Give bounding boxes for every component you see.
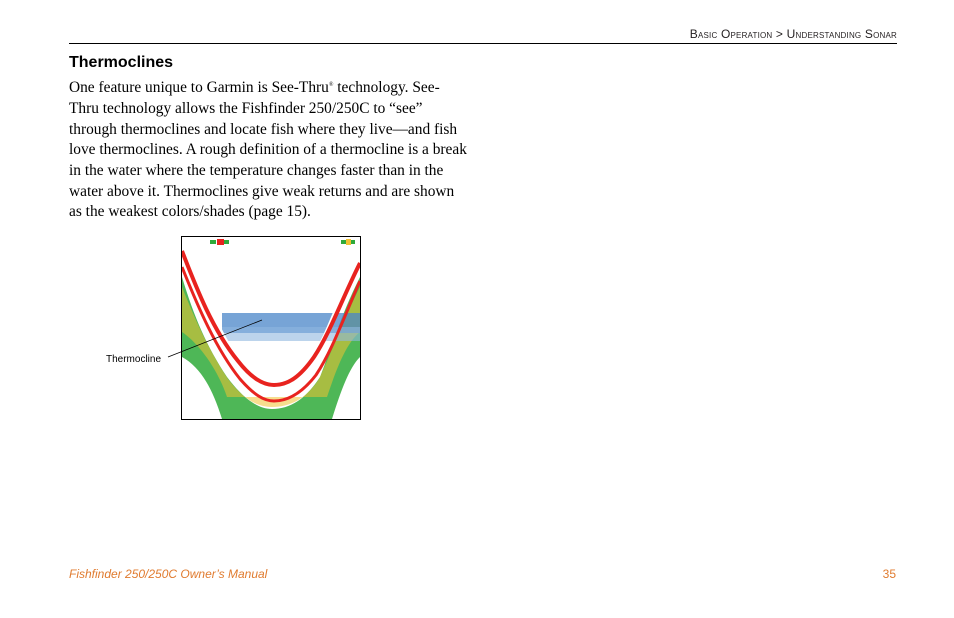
footer-page-number: 35: [882, 567, 896, 581]
sonar-image: [182, 237, 360, 419]
paragraph-part1: One feature unique to Garmin is See-Thru: [69, 79, 329, 97]
registered-mark: ®: [328, 82, 334, 88]
breadcrumb: Basic Operation > Understanding Sonar: [689, 27, 897, 41]
section-paragraph: [69, 75, 469, 223]
footer-manual-title: Fishfinder 250/250C Owner’s Manual: [69, 567, 268, 581]
section-title: Thermoclines: [69, 54, 174, 71]
depth-indicator-left: [210, 239, 229, 245]
thermocline-callout: Thermocline: [106, 354, 162, 365]
depth-indicator-right: [341, 239, 355, 245]
sonar-screenshot: [181, 236, 361, 420]
paragraph-part2: technology. See-Thru technology allows the Fishfinder 250/250C to “see” through thermoclines and locate fish where they live—and fish love thermoclines. A rough definition of a thermocline is a break in the water where the temperature changes faster than in the water above it. Thermoclines give weak returns and are shown as the weakest colors/shades (page 15).: [69, 79, 467, 221]
header-rule: [69, 43, 897, 44]
